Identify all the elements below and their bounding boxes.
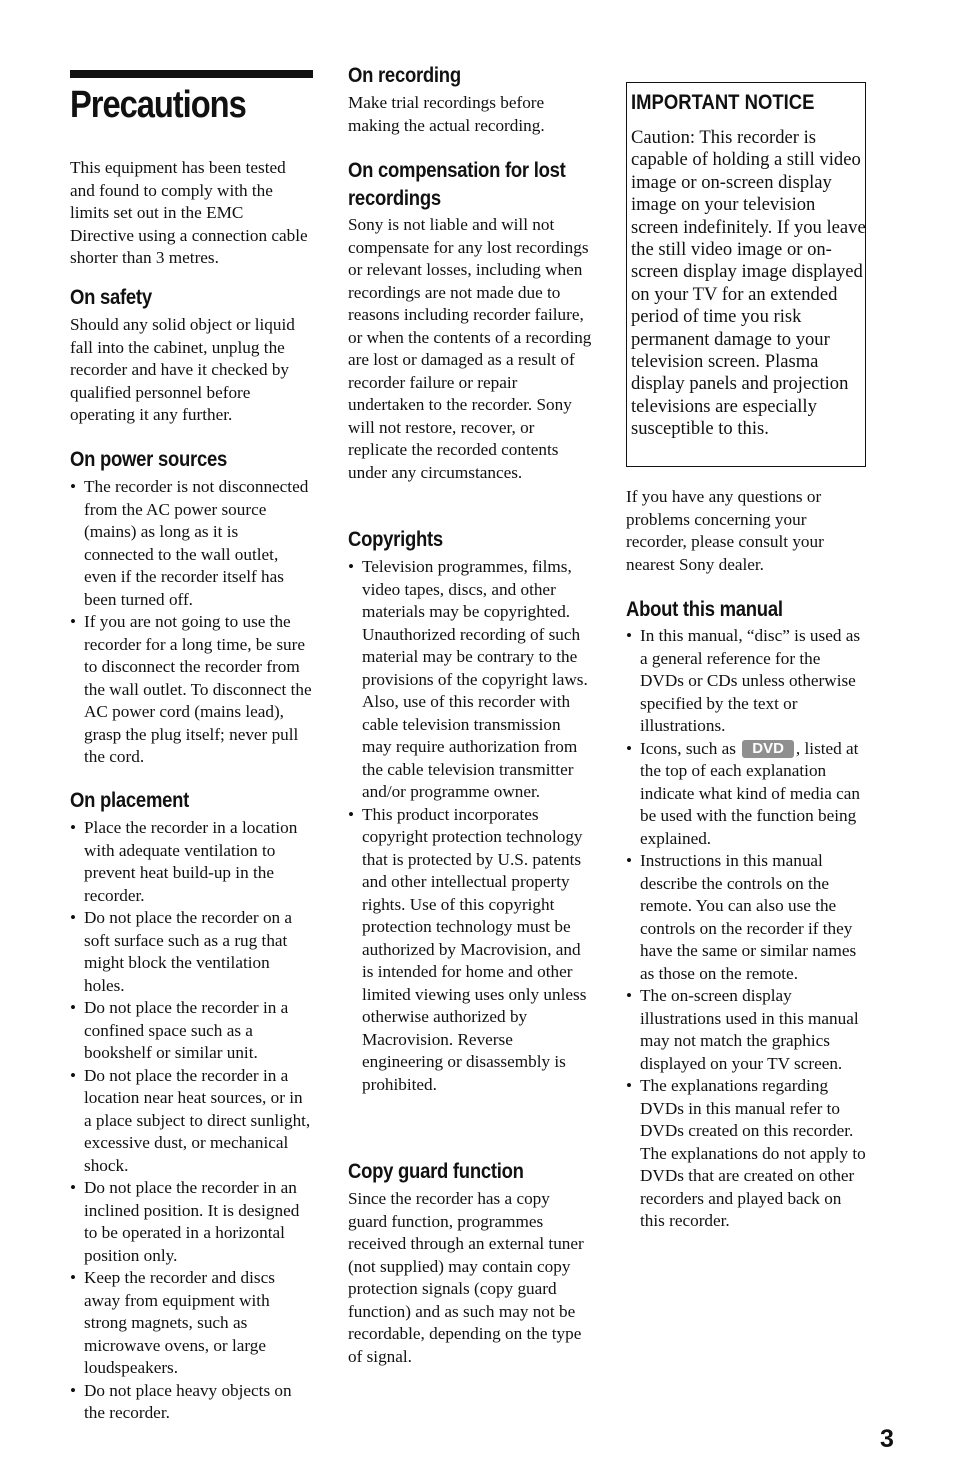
on-compensation-heading: On compensation for lost recordings xyxy=(348,159,566,210)
placement-list xyxy=(70,817,312,1425)
questions-paragraph: If you have any questions or problems concerning your recorder, please consult your nearest Sony dealer. xyxy=(626,487,824,574)
copyrights-list xyxy=(348,556,592,1096)
copyrights-heading: Copyrights xyxy=(348,528,443,551)
on-safety-text: Should any solid object or liquid fall into the cabinet, unplug the recorder and have it checked by qualified personnel before operating it any further. xyxy=(70,315,295,424)
page-title: Precautions xyxy=(70,84,246,126)
important-notice-heading: IMPORTANT NOTICE xyxy=(631,91,815,114)
list-item: • Do not place the recorder on a soft surface such as a rug that might block the ventilation holes. xyxy=(70,907,312,997)
dvd-icon: DVD xyxy=(742,740,794,758)
list-item: • This product incorporates copyright protection technology that is protected by U.S. patents and other intellectual property rights. Use of this copyright protection technology must be authorized by Macrovision, and is intended for home and other limited viewing uses only unless otherwise authorized by Macrovision. Reverse engineering or disassembly is prohibited. xyxy=(348,804,592,1097)
list-item: • Instructions in this manual describe the controls on the remote. You can also use the controls on the recorder if they have the same or similar names as those on the remote. xyxy=(626,850,868,985)
icons-text-before: Icons, such as xyxy=(640,738,736,758)
on-compensation-text: Sony is not liable and will not compensate for any lost recordings or relevant losses, including when recordings are not made due to reasons including recorder failure, or when the contents of a recording are lost or damaged as a result of recorder failure or repair undertaken to the recorder. Sony will not restore, recover, or replicate the recorded contents under any circumstances. xyxy=(348,215,592,482)
on-recording-text: Make trial recordings before making the actual recording. xyxy=(348,93,545,135)
about-manual-list xyxy=(626,625,868,1233)
page-number: 3 xyxy=(880,1425,894,1453)
list-item: • In this manual, “disc” is used as a general reference for the DVDs or CDs unless otherwise specified by the text or illustrations. xyxy=(626,625,868,738)
copy-guard-heading: Copy guard function xyxy=(348,1160,524,1183)
list-item: • Do not place the recorder in a location near heat sources, or in a place subject to direct sunlight, excessive dust, or mechanical shock. xyxy=(70,1065,312,1178)
copy-guard-text: Since the recorder has a copy guard function, programmes received through an external tuner (not supplied) may contain copy protection signals (copy guard function) and as such may not be recordable, depending on the type of signal. xyxy=(348,1189,584,1366)
list-item: • If you are not going to use the recorder for a long time, be sure to disconnect the recorder from the wall outlet. To disconnect the AC power cord (mains lead), grasp the plug itself; never pull the cord. xyxy=(70,611,312,769)
on-placement-heading: On placement xyxy=(70,789,190,812)
list-item xyxy=(626,738,868,851)
intro-paragraph: This equipment has been tested and found to comply with the limits set out in the EMC Directive using a connection cable shorter than 3 metres. xyxy=(70,158,308,267)
icons-text-after: , listed at the top of each explanation indicate what kind of media can be used with the function being explained. xyxy=(640,738,861,848)
list-item: • The explanations regarding DVDs in this manual refer to DVDs created on this recorder. The explanations do not apply to DVDs that are created on other recorders and played back on this recorder. xyxy=(626,1075,868,1233)
on-recording-heading: On recording xyxy=(348,64,461,87)
list-item: • Do not place the recorder in an inclined position. It is designed to be operated in a horizontal position only. xyxy=(70,1177,312,1267)
list-item: • The recorder is not disconnected from the AC power source (mains) as long as it is connected to the wall outlet, even if the recorder itself has been turned off. xyxy=(70,476,312,611)
list-item: • Place the recorder in a location with adequate ventilation to prevent heat build-up in the recorder. xyxy=(70,817,312,907)
list-item: • The on-screen display illustrations used in this manual may not match the graphics displayed on your TV screen. xyxy=(626,985,868,1075)
on-safety-heading: On safety xyxy=(70,286,152,309)
list-item: • Keep the recorder and discs away from equipment with strong magnets, such as microwave ovens, or large loudspeakers. xyxy=(70,1267,312,1380)
power-sources-list xyxy=(70,476,312,769)
on-power-sources-heading: On power sources xyxy=(70,448,228,471)
important-notice-box xyxy=(626,82,866,467)
about-manual-heading: About this manual xyxy=(626,598,783,621)
list-item: • Do not place heavy objects on the recorder. xyxy=(70,1380,312,1425)
important-notice-text: Caution: This recorder is capable of holding a still video image or on-screen display image on your television screen indefinitely. If you leave the still video image or on-screen display image displayed on your TV for an extended period of time you risk permanent damage to your television screen. Plasma display panels and projection televisions are especially susceptible to this. xyxy=(631,127,866,440)
list-item: • Television programmes, films, video tapes, discs, and other materials may be copyrighted. Unauthorized recording of such material may be contrary to the provisions of the copyright laws. Also, use of this recorder with cable television transmission may require authorization from the cable television transmitter and/or programme owner. xyxy=(348,556,592,804)
list-item: • Do not place the recorder in a confined space such as a bookshelf or similar unit. xyxy=(70,997,312,1065)
title-rule xyxy=(70,70,313,78)
